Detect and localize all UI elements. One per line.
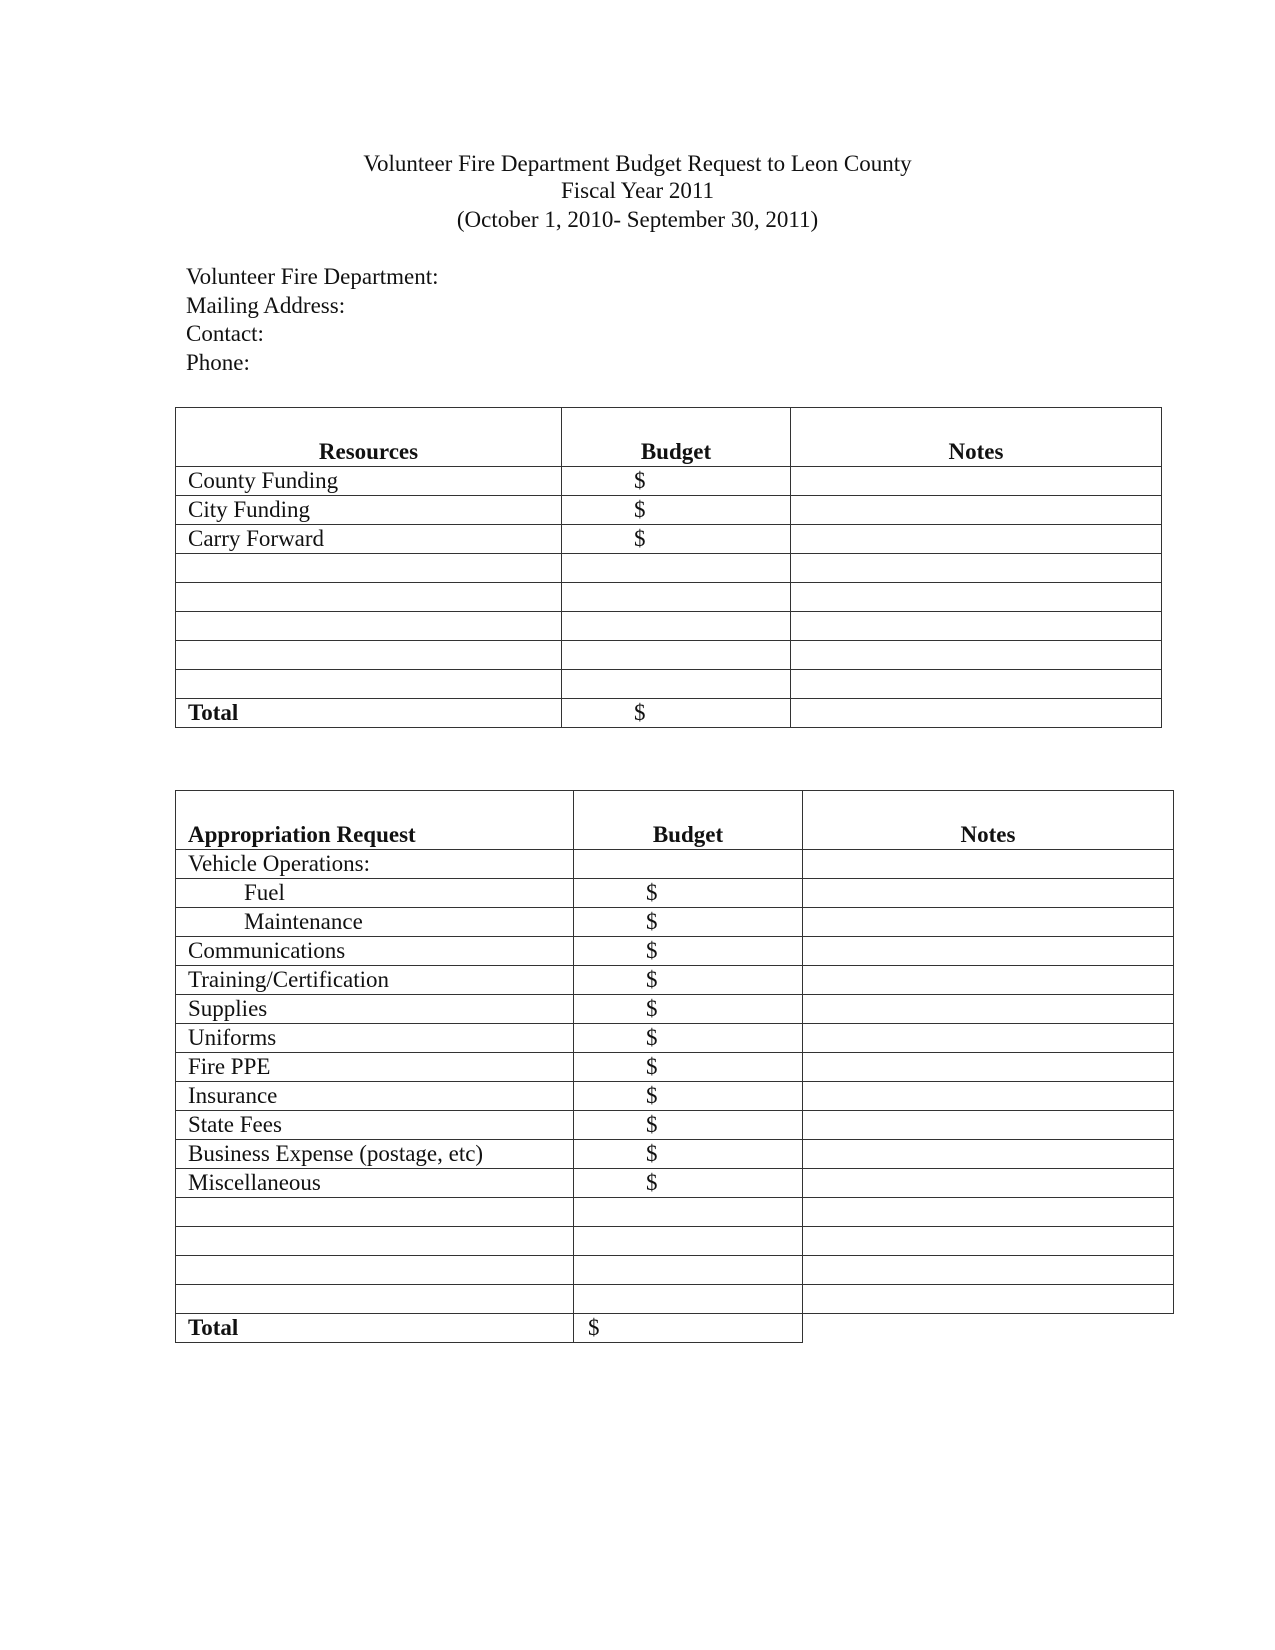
notes-cell[interactable] [803, 879, 1174, 908]
budget-cell[interactable]: $ [574, 995, 803, 1024]
notes-cell[interactable] [803, 908, 1174, 937]
contact-label: Contact: [186, 321, 264, 346]
empty-cell[interactable] [574, 1285, 803, 1314]
notes-cell[interactable] [803, 995, 1174, 1024]
budget-cell[interactable]: $ [574, 1082, 803, 1111]
budget-cell[interactable]: $ [562, 525, 791, 554]
empty-row [176, 1198, 1174, 1227]
budget-cell[interactable]: $ [574, 1024, 803, 1053]
empty-cell[interactable] [176, 1285, 574, 1314]
table-row [176, 1169, 1174, 1198]
empty-cell[interactable] [803, 1256, 1174, 1285]
row-label: Miscellaneous [176, 1169, 574, 1198]
vehicle-operations-label: Vehicle Operations: [176, 850, 574, 879]
notes-cell[interactable] [791, 467, 1162, 496]
empty-cell[interactable] [562, 670, 791, 699]
empty-cell[interactable] [574, 1198, 803, 1227]
total-budget-cell[interactable]: $ [574, 1314, 803, 1343]
empty-cell[interactable] [791, 670, 1162, 699]
empty-cell[interactable] [176, 641, 562, 670]
empty-cell[interactable] [803, 1227, 1174, 1256]
empty-cell[interactable] [176, 612, 562, 641]
budget-cell[interactable]: $ [574, 879, 803, 908]
row-label: Fuel [176, 879, 574, 908]
empty-cell[interactable] [562, 641, 791, 670]
notes-header: Notes [803, 791, 1174, 850]
table-row [176, 1053, 1174, 1082]
empty-cell[interactable] [562, 554, 791, 583]
empty-cell[interactable] [791, 554, 1162, 583]
budget-cell[interactable]: $ [574, 1053, 803, 1082]
table-row [176, 1140, 1174, 1169]
row-label: Uniforms [176, 1024, 574, 1053]
empty-cell[interactable] [176, 1198, 574, 1227]
table-row [176, 525, 1162, 554]
budget-header: Budget [574, 791, 803, 850]
notes-cell[interactable] [803, 1024, 1174, 1053]
total-label: Total [176, 1314, 574, 1343]
row-label: County Funding [176, 467, 562, 496]
empty-row [176, 1227, 1174, 1256]
resources-table [175, 407, 1162, 728]
empty-cell[interactable] [176, 670, 562, 699]
table-row [176, 1024, 1174, 1053]
appropriation-table [175, 790, 1174, 1343]
row-label: Communications [176, 937, 574, 966]
table-row [176, 966, 1174, 995]
notes-cell[interactable] [803, 850, 1174, 879]
budget-cell[interactable]: $ [574, 1169, 803, 1198]
row-label: Business Expense (postage, etc) [176, 1140, 574, 1169]
empty-row [176, 670, 1162, 699]
notes-cell[interactable] [791, 525, 1162, 554]
notes-cell[interactable] [803, 1082, 1174, 1111]
empty-cell[interactable] [176, 1256, 574, 1285]
empty-cell[interactable] [176, 1227, 574, 1256]
budget-cell[interactable]: $ [562, 496, 791, 525]
row-label: Training/Certification [176, 966, 574, 995]
table-row [176, 879, 1174, 908]
empty-cell[interactable] [176, 583, 562, 612]
budget-cell[interactable]: $ [574, 1140, 803, 1169]
blank-cell [803, 1314, 1174, 1343]
total-notes-cell[interactable] [791, 699, 1162, 728]
empty-row [176, 583, 1162, 612]
table-row [176, 850, 1174, 879]
row-label: City Funding [176, 496, 562, 525]
phone-label: Phone: [186, 350, 250, 375]
row-label: Maintenance [176, 908, 574, 937]
notes-cell[interactable] [803, 966, 1174, 995]
empty-cell[interactable] [562, 612, 791, 641]
table-row [176, 1082, 1174, 1111]
budget-cell[interactable]: $ [574, 908, 803, 937]
notes-cell[interactable] [803, 1053, 1174, 1082]
notes-cell[interactable] [803, 1140, 1174, 1169]
table-row [176, 937, 1174, 966]
total-label: Total [176, 699, 562, 728]
row-label: Carry Forward [176, 525, 562, 554]
table-row [176, 467, 1162, 496]
empty-cell[interactable] [803, 1285, 1174, 1314]
total-row [176, 1314, 1174, 1343]
notes-cell[interactable] [803, 1111, 1174, 1140]
fiscal-period: (October 1, 2010- September 30, 2011) [456, 207, 819, 232]
row-label: State Fees [176, 1111, 574, 1140]
empty-cell[interactable] [791, 612, 1162, 641]
row-label: Fire PPE [176, 1053, 574, 1082]
empty-cell[interactable] [803, 1198, 1174, 1227]
address-label: Mailing Address: [186, 293, 346, 318]
row-label: Insurance [176, 1082, 574, 1111]
empty-row [176, 641, 1162, 670]
appropriation-header-row [176, 791, 1174, 850]
table-row [176, 1111, 1174, 1140]
department-label: Volunteer Fire Department: [186, 264, 439, 289]
budget-cell[interactable] [574, 850, 803, 879]
notes-header: Notes [791, 408, 1162, 467]
total-row [176, 699, 1162, 728]
empty-cell[interactable] [574, 1256, 803, 1285]
empty-cell[interactable] [562, 583, 791, 612]
empty-row [176, 612, 1162, 641]
fiscal-year: Fiscal Year 2011 [560, 178, 715, 203]
table-row [176, 995, 1174, 1024]
budget-cell[interactable]: $ [562, 467, 791, 496]
notes-cell[interactable] [791, 496, 1162, 525]
appropriation-header: Appropriation Request [176, 791, 574, 850]
budget-cell[interactable]: $ [574, 1111, 803, 1140]
document-title: Volunteer Fire Department Budget Request to Leon County [363, 151, 912, 176]
table-row [176, 908, 1174, 937]
resources-header-row [176, 408, 1162, 467]
empty-cell[interactable] [574, 1227, 803, 1256]
empty-row [176, 1256, 1174, 1285]
budget-cell[interactable]: $ [574, 937, 803, 966]
empty-cell[interactable] [176, 554, 562, 583]
notes-cell[interactable] [803, 937, 1174, 966]
total-budget-cell[interactable]: $ [562, 699, 791, 728]
resources-header: Resources [176, 408, 562, 467]
table-row [176, 496, 1162, 525]
budget-header: Budget [562, 408, 791, 467]
empty-cell[interactable] [791, 641, 1162, 670]
row-label: Supplies [176, 995, 574, 1024]
empty-row [176, 1285, 1174, 1314]
budget-cell[interactable]: $ [574, 966, 803, 995]
empty-cell[interactable] [791, 583, 1162, 612]
empty-row [176, 554, 1162, 583]
notes-cell[interactable] [803, 1169, 1174, 1198]
